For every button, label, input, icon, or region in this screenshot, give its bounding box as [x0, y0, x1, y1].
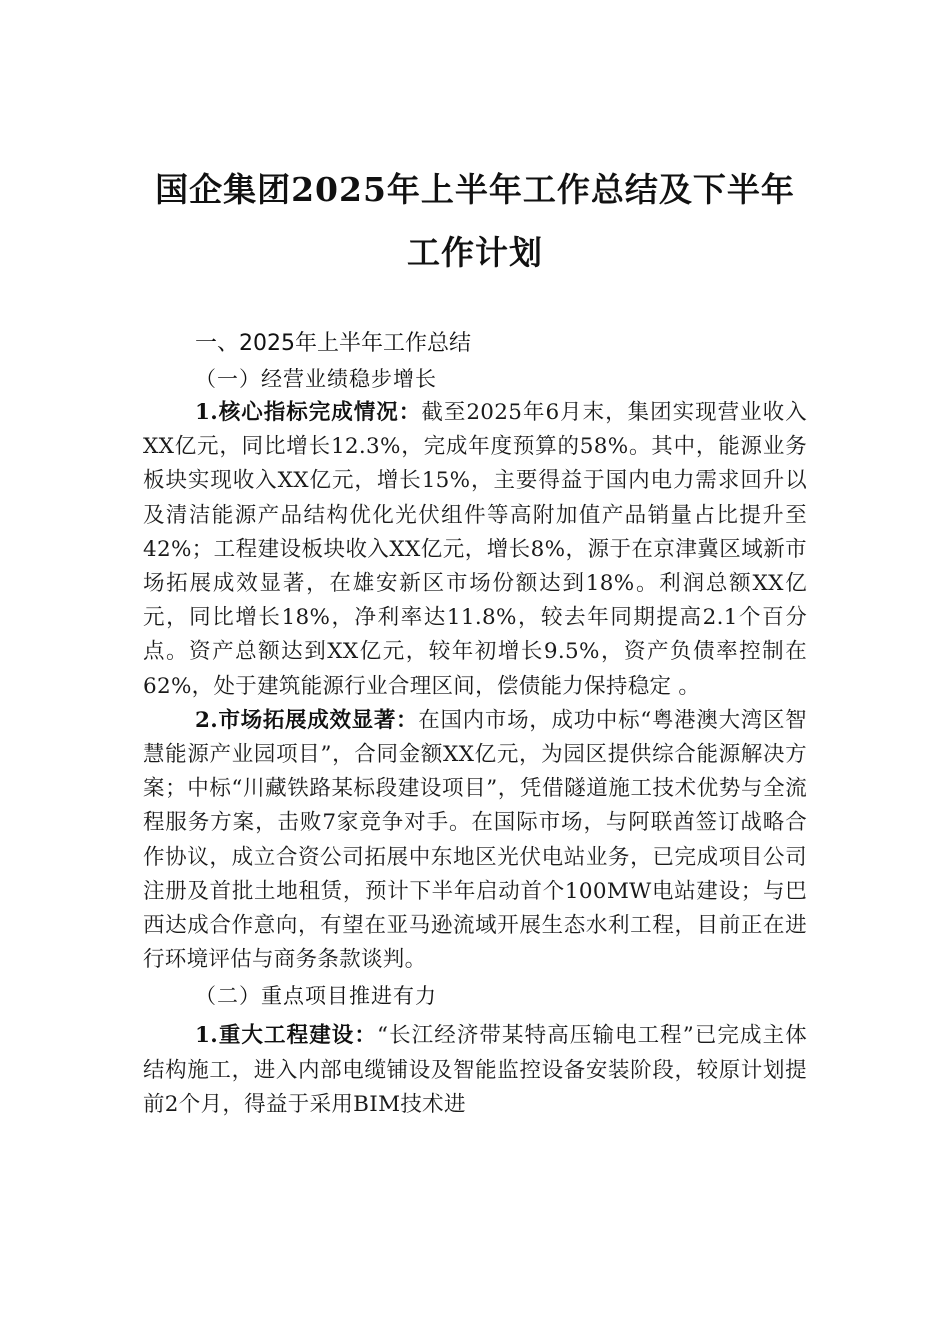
paragraph [143, 704, 807, 978]
paragraph-text: “长江经济带某特高压输电工程”已完成主体结构施工，进入内部电缆铺设及智能监控设备安装阶段，较原计划提前2个月，得益于采用BIM技术进 [143, 1023, 807, 1117]
paragraph-lead: 1.重大工程建设： [195, 1023, 377, 1049]
document-title [120, 158, 830, 284]
title-line-1: 国企集团2025年上半年工作总结及下半年 [155, 170, 795, 209]
paragraph [143, 1019, 807, 1122]
paragraph-text: 在国内市场，成功中标“粤港澳大湾区智慧能源产业园项目”，合同金额XX亿元，为园区提供综合能源解决方案；中标“川藏铁路某标段建设项目”，凭借隧道施工技术优势与全流程服务方案，击败7家竞争对手。在国际市场，与阿联酋签订战略合作协议，成立合资公司拓展中东地区光伏电站业务，已完成项目公司注册及首批土地租赁，预计下半年启动首个100MW电站建设；与巴西达成合作意向，有望在亚马逊流域开展生态水利工程，目前正在进行环境评估与商务条款谈判。 [143, 707, 807, 973]
subsection-heading: （二）重点项目推进有力 [195, 984, 437, 1009]
paragraph [143, 396, 807, 704]
subsection-heading: （一）经营业绩稳步增长 [195, 367, 437, 391]
paragraph-text: 截至2025年6月末，集团实现营业收入XX亿元，同比增长12.3%，完成年度预算的58%。其中，能源业务板块实现收入XX亿元，增长15%，主要得益于国内电力需求回升以及清洁能源产品结构优化光伏组件等高附加值产品销量占比提升至42%；工程建设板块收入XX亿元，增长8%，源于在京津冀区域新市场拓展成效显著，在雄安新区市场份额达到18%。利润总额XX亿元，同比增长18%，净利率达11.8%，较去年同期提高2.1个百分点。资产总额达到XX亿元，较年初增长9.5%，资产负债率控制在62%，处于建筑能源行业合理区间，偿债能力保持稳定 。 [143, 400, 807, 699]
title-line-2: 工作计划 [407, 233, 543, 272]
paragraph-lead: 2.市场拓展成效显著： [195, 707, 419, 733]
document-body [143, 326, 807, 1122]
section-heading: 一、2025年上半年工作总结 [195, 331, 471, 356]
paragraph-lead: 1.核心指标完成情况： [195, 400, 422, 425]
